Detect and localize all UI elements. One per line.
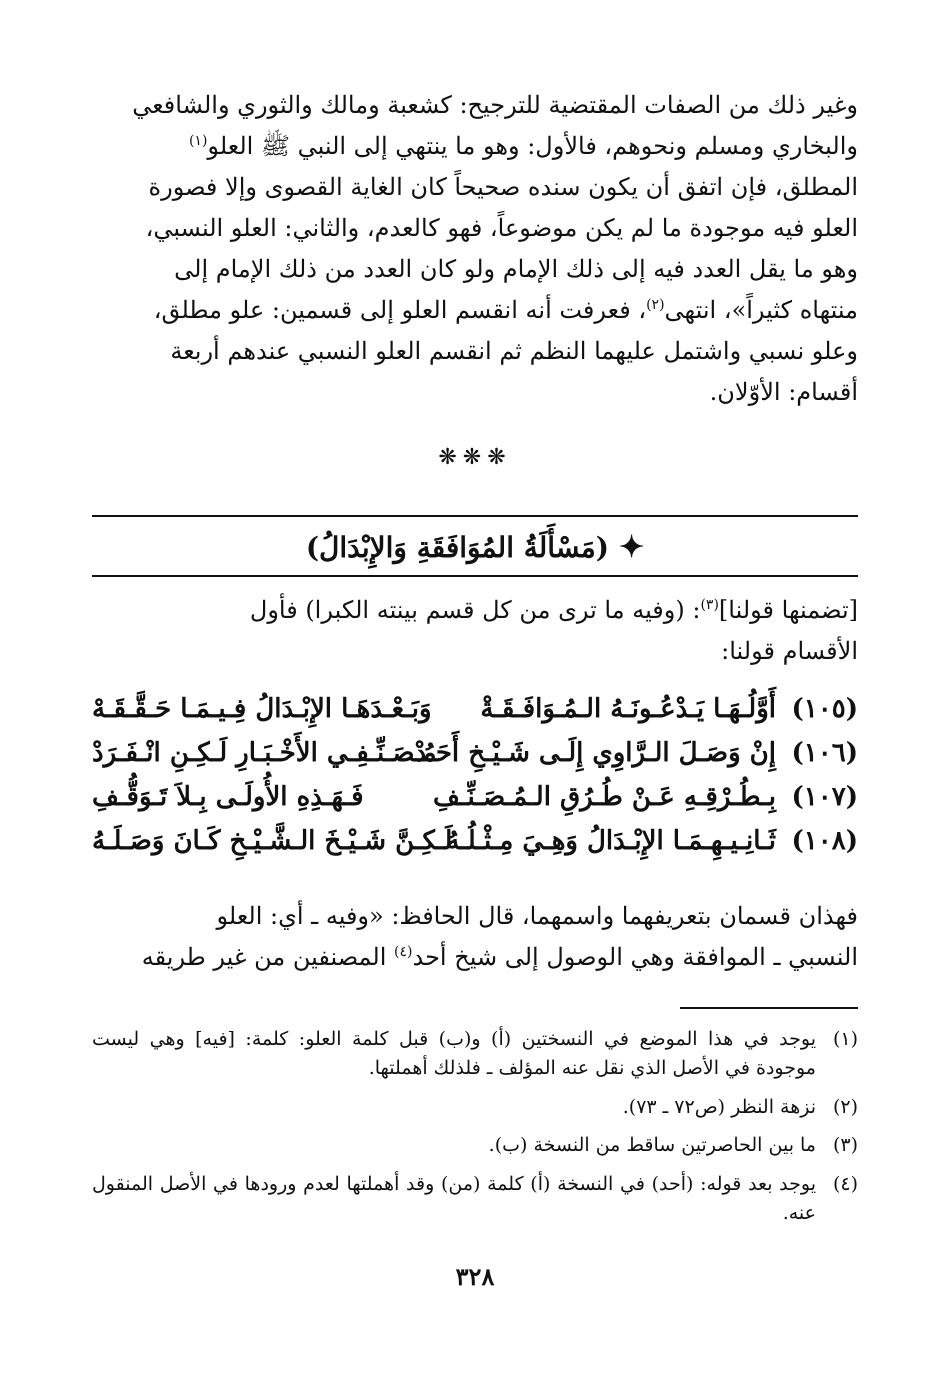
text-span: والبخاري ومسلم ونحوهم، فالأول: وهو ما ينتهي إلى النبي ﷺ العلو [207,132,858,160]
text-span: : (وفيه ما ترى من كل قسم بينته الكبرا) فأول [249,596,701,624]
verse-number: (١٠٨) [791,826,858,856]
text-line: وهو ما يقل العدد فيه إلى ذلك الإمام ولو كان العدد من ذلك الإمام إلى [174,255,858,283]
footnote-number: (١) [832,1028,858,1050]
text-span: منتهاه كثيراً»، انتهى [664,296,858,324]
footnote-4 [92,1170,858,1228]
text-line [92,290,858,331]
first-hemistich: أَوَّلُـهَـا يَـدْعُـونَـهُ الـمُـوَافَـقَـةْ [480,694,776,724]
text-span: المصنفين من غير طريقه [141,943,395,971]
first-hemistich: بِـطُـرْقِـهِ عَـنْ طُـرُقِ الـمُـصَـنِّـفِ [433,782,776,812]
verse-number: (١٠٦) [791,738,858,768]
text-line: الأقسام قولنا: [721,637,858,665]
closing-paragraph [92,896,858,978]
text-line: وعلو نسبي واشتمل عليهما النظم ثم انقسم العلو النسبي عندهم أربعة [170,337,858,365]
footnote-1 [92,1025,858,1083]
palm-ornament-icon: ✦ [619,529,645,565]
footnote-marker[interactable]: (٣) [700,597,719,613]
text-line: المطلق، فإن اتفق أن يكون سنده صحيحاً كان الغاية القصوى وإلا فصورة [148,173,858,201]
text-span: النسبي ـ الموافقة وهي الوصول إلى شيخ أحد [412,943,858,971]
footnote-number: (٣) [832,1134,858,1156]
opening-paragraph [92,85,858,413]
second-hemistich: فَـهَـذِهِ الأُولَـى بِـلاَ تَـوَقُّـفِ [92,782,364,812]
page-number: ٣٢٨ [455,1262,495,1291]
footnote-marker[interactable]: (٤) [394,944,413,960]
footnote-number: (٤) [832,1173,858,1195]
footnote-text: يوجد بعد قوله: (أحد) في النسخة (أ) كلمة (من) وقد أهملتها لعدم ورودها في الأصل المنقول عنه. [92,1173,816,1224]
first-hemistich: إِنْ وَصَـلَ الـرَّاوِي إِلَـى شَـيْـخِ أَحَـدْ [414,738,776,768]
text-span: [تضمنها قولنا] [718,596,858,624]
footnote-number: (٢) [832,1096,858,1118]
verse-row [92,821,858,861]
footnote-marker[interactable]: (١) [188,133,208,149]
footnote-text: ما بين الحاصرتين ساقط من النسخة (ب). [488,1134,816,1156]
text-line: وغير ذلك من الصفات المقتضية للترجيح: كشعبة ومالك والثوري والشافعي [132,91,858,119]
text-line [92,937,858,978]
text-line: العلو فيه موجودة ما لم يكن موضوعاً، فهو كالعدم، والثاني: العلو النسبي، [145,214,858,242]
verse-row [92,733,858,773]
footnote-separator [680,1007,858,1009]
second-hemistich: لَـكِـنَّ شَـيْـخَ الـشَّـيْـخِ كَـانَ وَصَـلَـهُ [92,826,453,856]
verse-number: (١٠٥) [791,694,858,724]
footnote-2 [92,1093,858,1122]
verse-row [92,777,858,817]
footnote-3 [92,1131,858,1160]
text-span: ، فعرفت أنه انقسم العلو إلى قسمين: علو مطلق، [153,296,647,324]
first-hemistich: ثَـانِـيـهِـمَـا الإِبْـدَالُ وَهِـيَ مِـثْـلُـهُ [446,826,776,856]
footnote-marker[interactable]: (٢) [646,297,665,313]
text-line [92,126,858,167]
second-hemistich: مُـصَـنِّـفِـي الأَخْـبَـارِ لَـكِـنِ انْـفَـرَدْ [92,738,437,768]
heading-top-rule [92,515,858,517]
text-line: أقسام: الأوّلان. [709,378,858,406]
second-hemistich: وَبَـعْـدَهَـا الإِبْـدَالُ فِـيـمَـا حَـقَّـقَـهْ [92,694,432,724]
text-line [92,590,858,631]
text-line: فهذان قسمان بتعريفهما واسمهما، قال الحافظ: «وفيه ـ أي: العلو [216,902,858,930]
footnote-text: نزهة النظر (ص٧٢ ـ ٧٣). [622,1096,816,1118]
section-title: (مَسْأَلَةُ المُوَافَقَةِ وَالإِبْدَالُ) [305,530,610,564]
footnote-text: يوجد في هذا الموضع في النسختين (أ) و(ب) قبل كلمة العلو: كلمة: [فيه] وهي ليست موجودة في الأصل الذي نقل عنه المؤلف ـ فلذلك أهملتها. [92,1028,816,1079]
verse-row [92,689,858,729]
heading-bottom-rule [92,575,858,577]
section-heading [92,519,858,575]
section-separator: ❋❋❋ [438,445,512,470]
verse-number: (١٠٧) [791,782,858,812]
intro-paragraph [92,590,858,672]
